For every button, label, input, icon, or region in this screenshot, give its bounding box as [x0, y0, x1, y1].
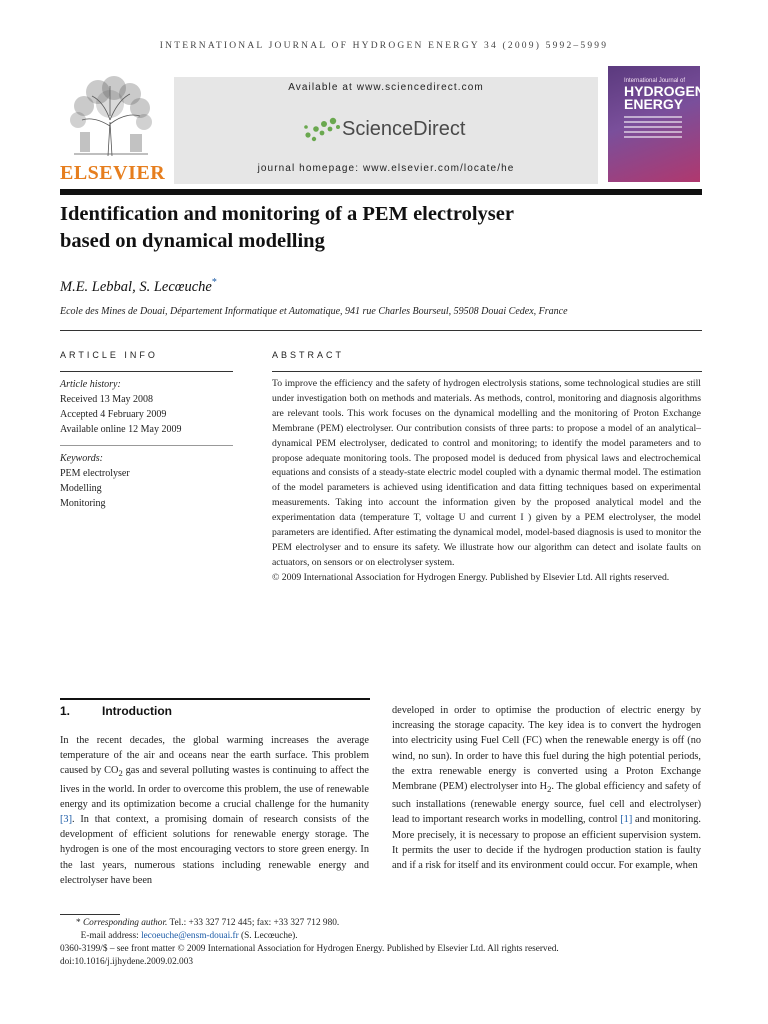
email-note: E-mail address: lecoeuche@ensm-douai.fr (S. Lecœuche). — [80, 931, 298, 941]
cover-journal-label: International Journal of — [624, 78, 686, 84]
intro-left-column: In the recent decades, the global warming increases the average temperature of the air and oceans near the earth surface. This problem caused by $CO_2$ gas and several polluting wastes is continuing to affect the lives in the world. In order to overcome this problem, the use of renewable energy and its optimization become a crucial challenge for the humanity [3]. In that context, a promising domain of research consists of the development of efficient solutions for renewable energy storage. The hydrogen is one of the most encouraging vectors to store green energy. In the last years, numerous stations including renewable energy and electrolyser have been — [60, 735, 370, 886]
reference-link-3[interactable]: [3] — [60, 814, 73, 826]
article-info-heading: ARTICLE INFO — [60, 350, 158, 360]
article-history: Article history: Received 13 May 2008 Accepted 4 February 2009 Available online 12 May 2009 — [60, 379, 182, 435]
issn-line: 0360-3199/$ – see front matter © 2009 International Association for Hydrogen Energy. Published by Elsevier Ltd. All rights reserved. — [60, 944, 559, 954]
elsevier-wordmark: ELSEVIER — [60, 162, 166, 184]
keywords: Keywords: PEM electrolyser Modelling Monitoring — [60, 453, 130, 509]
section-heading-introduction: 1. Introduction — [60, 704, 172, 718]
elsevier-tree-icon — [64, 76, 156, 156]
footnotes — [60, 917, 702, 969]
cover-title: HYDROGEN ENERGY — [624, 83, 705, 112]
sciencedirect-logo — [302, 115, 482, 145]
cover-decoration — [624, 116, 682, 141]
abstract-body: To improve the efficiency and the safety of hydrogen electrolysis stations, some technological studies are still under investigation both on methods and materials. As methods, control, monitoring and diagnosis algorithms are relevant tools. This work focuses on the dynamical modelling and the monitoring of Proton Exchange Membrane (PEM) electrolyser. Our contribution consists of three parts: to propose a model of an analytical–dynamical PEM electrolyser, dedicated to control and monitoring; to identify the model parameters and to propose adequate monitoring tools. The proposed model is deduced from physical laws and electrochemical equations and consists of a steady-state electric model coupled with a dynamic thermal model. The estimation of the model parameters is achieved using identification and data fitting techniques based on experimental measurements. Taking into account the information given by the proposed analytical model and the experimentation data (temperature T, voltage U and current I ) given by a PEM electrolyser, the model parameters are identified. After estimating the dynamical model, model-based diagnosis is used to monitor the PEM electrolyser and to ensure its safety. We illustrate how our algorithm can detect and isolate faults on actuators, on sensors or on electrolyser system. © 2009 International Association for Hydrogen Energy. Published by Elsevier Ltd. All rights reserved. — [272, 377, 701, 586]
article-title: Identification and monitoring of a PEM electrolyser based on dynamical modelling — [60, 203, 514, 252]
reference-link-1[interactable]: [1] — [620, 814, 633, 826]
abstract-heading: ABSTRACT — [272, 350, 345, 360]
elsevier-logo — [60, 76, 166, 184]
corresponding-author-note: * Corresponding author. Tel.: +33 327 712 445; fax: +33 327 712 980. — [76, 918, 340, 928]
abstract-rule — [272, 371, 702, 372]
abstract-copyright: © 2009 International Association for Hydrogen Energy. Published by Elsevier Ltd. All rights reserved. — [272, 571, 670, 583]
journal-cover-image — [608, 66, 705, 182]
article-info-rule — [60, 371, 233, 372]
sciencedirect-dots-icon — [302, 115, 342, 143]
keywords-rule — [60, 445, 233, 446]
title-divider — [60, 189, 702, 195]
doi-line[interactable]: doi:10.1016/j.ijhydene.2009.02.003 — [60, 957, 193, 967]
affiliation: Ecole des Mines de Douai, Département Informatique et Automatique, 941 rue Charles Bourseul, 59508 Douai Cedex, France — [60, 306, 568, 317]
footnote-rule — [60, 914, 120, 915]
email-link[interactable]: lecoeuche@ensm-douai.fr — [141, 931, 239, 941]
intro-right-column: developed in order to optimise the production of electric energy by increasing the storage capacity. The key idea is to convert the hydrogen into electricity using Fuel Cell (FC) when the renewable energy is off (no wind, no sun). In order to have this fuel during the high potential periods, the extra renewable energy is converted using a Proton Exchange Membrane (PEM) electrolyser into $H_2$. The global efficiency and safety of such installations (renewable energy source, fuel cell and electrolyser) lead to important research works in modelling, control [1] and monitoring. More precisely, it is necessary to propose an efficient supervision system. It permits the user to decide if the hydrogen production station is faulty and if a risk for itself and its environment could occur. For example, when — [392, 705, 701, 872]
masthead — [60, 66, 705, 184]
corresponding-author-mark[interactable]: * — [211, 277, 217, 288]
affiliation-divider — [60, 330, 702, 331]
intro-section-rule — [60, 698, 370, 700]
journal-header-line: INTERNATIONAL JOURNAL OF HYDROGEN ENERGY 34 (2009) 5992–5999 — [159, 41, 609, 51]
sciencedirect-banner — [174, 77, 598, 184]
available-at-text[interactable]: Available at www.sciencedirect.com — [288, 82, 484, 93]
sciencedirect-wordmark: ScienceDirect — [342, 118, 466, 140]
journal-homepage-text[interactable]: journal homepage: www.elsevier.com/locate/he — [257, 163, 515, 174]
author-list: M.E. Lebbal, S. Lecœuche* — [60, 277, 217, 295]
